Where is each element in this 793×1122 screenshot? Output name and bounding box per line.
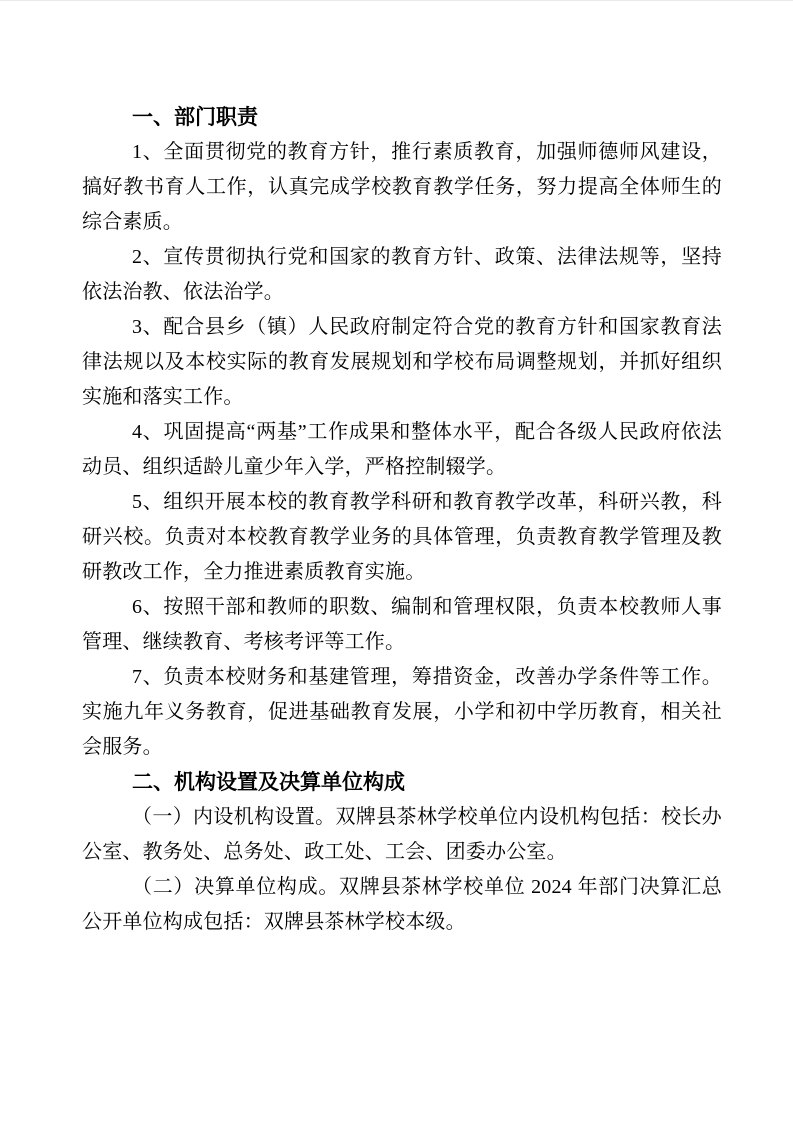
section-heading: 二、机构设置及决算单位构成 — [132, 771, 405, 794]
paragraph: 3、配合县乡（镇）人民政府制定符合党的教育方针和国家教育法律法规以及本校实际的教育发展规划和学校布局调整规划，并抓好组织实施和落实工作。 — [82, 316, 722, 408]
paragraph: 6、按照干部和教师的职数、编制和管理权限，负责本校教师人事管理、继续教育、考核考评等工作。 — [82, 596, 722, 653]
page-top-edge-line — [0, 0, 793, 1]
paragraph: 4、巩固提高“两基”工作成果和整体水平，配合各级人民政府依法动员、组织适龄儿童少年入学，严格控制辍学。 — [82, 421, 722, 478]
paragraph: 7、负责本校财务和基建管理，筹措资金，改善办学条件等工作。实施九年义务教育，促进基础教育发展，小学和初中学历教育，相关社会服务。 — [82, 666, 722, 758]
paragraph: 2、宣传贯彻执行党和国家的教育方针、政策、法律法规等，坚持依法治教、依法治学。 — [82, 246, 722, 303]
section-heading: 一、部门职责 — [132, 106, 258, 129]
paragraph: （二）决算单位构成。双牌县茶林学校单位 2024 年部门决算汇总公开单位构成包括：双牌县茶林学校本级。 — [82, 876, 722, 933]
paragraph: 5、组织开展本校的教育教学科研和教育教学改革，科研兴教，科研兴校。负责对本校教育教学业务的具体管理，负责教育教学管理及教研教改工作，全力推进素质教育实施。 — [82, 491, 722, 583]
paragraph: 1、全面贯彻党的教育方针，推行素质教育，加强师德师风建设，搞好教书育人工作，认真完成学校教育教学任务，努力提高全体师生的综合素质。 — [82, 141, 722, 233]
paragraph: （一）内设机构设置。双牌县茶林学校单位内设机构包括：校长办公室、教务处、总务处、政工处、工会、团委办公室。 — [82, 806, 722, 863]
document-body — [82, 100, 722, 940]
